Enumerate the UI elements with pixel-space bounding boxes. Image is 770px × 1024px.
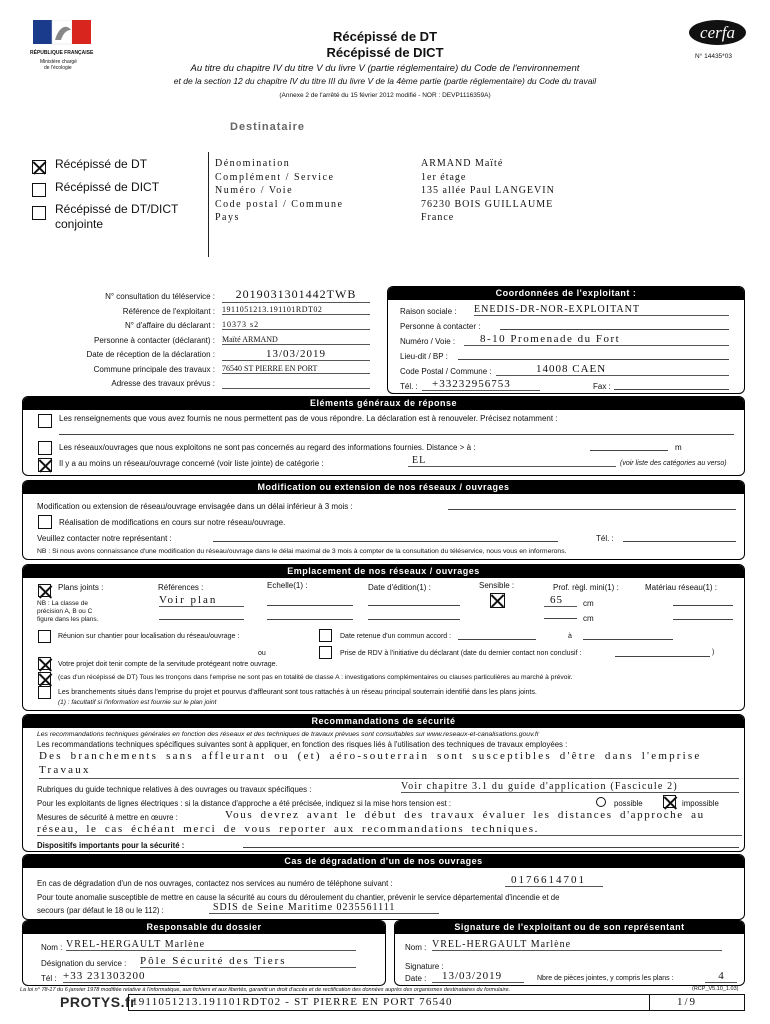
securite-lignes-label: Pour les exploitants de lignes électriques : si la distance d'approche a été précisée, indiquez si la mise hors tension est : (37, 799, 452, 808)
emplacement-a-label: à (568, 633, 572, 640)
exploitant-labels-2-label: Numéro / Voie : (400, 337, 456, 346)
commune-travaux[interactable]: 76540 ST PIERRE EN PORT (222, 364, 370, 374)
checkbox-recepisse-conjointe[interactable] (32, 206, 46, 220)
numero-voie-exploitant[interactable]: 8-10 Promenade du Fort (464, 333, 729, 346)
precision-note (37, 600, 98, 624)
field-pays: Pays (215, 212, 240, 223)
signature-section (394, 920, 745, 986)
responsable-tel[interactable]: +33 231303200 (63, 970, 180, 983)
emplacement-facultatif-label: (1) : facultatif si l'information est fournie sur le plan joint (58, 699, 217, 706)
securite-title: Recommandations de sécurité (23, 715, 744, 728)
cerfa-logo: cerfa (689, 20, 746, 45)
checkbox-plans-joints[interactable] (38, 584, 51, 597)
securite-dispositifs-label: Dispositifs importants pour la sécurité : (37, 841, 185, 850)
date-reception[interactable]: 13/03/2019 (222, 348, 370, 361)
degradation-phone[interactable]: 0176614701 (505, 874, 603, 887)
personne-contact-declarant[interactable]: Maïté ARMAND (222, 335, 370, 345)
elements-section (22, 396, 745, 476)
exploitant-labels-1-label: Personne à contacter : (400, 322, 481, 331)
emplacement-section: Emplacement de nos réseaux / ouvrages Plans joints : Références : Echelle(1) : Date d'édition(1) : Sensible : Prof. règl. mini(1) : Matériau réseau(1) : NB : La classe de précision A, B ou C figure dans les plans. Voir plan 65 cm cm Réunion sur chantier pour localisation du réseau/ouvrage : Date retenue d'un commun accord : à ou Prise de RDV à l'initiative du déclarant (date du dernier contact non conclusif : ) Votre projet doit tenir compte de la servitude protégeant notre ouvrage. (cas d'un récépissé de DT) Tous les tronçons dans l'emprise ne sont pas en totalité de classe A : investigations complémentaires ou clauses particulières au marché à prévoir. Les branchements situés dans l'emprise du projet et pourvus d'affleurant sont tous rattachés à un réseau principal souterrain identifié dans les plans joints. (1) : facultatif si l'information est fournie sur le plan joint (22, 564, 745, 711)
option-recepisse-dict: Récépissé de DICT (55, 180, 160, 194)
field-code-postal: Code postal / Commune (215, 198, 344, 210)
consultation-labels (20, 290, 215, 392)
distance-field[interactable] (590, 442, 668, 451)
consultation-labels-1-label: Référence de l'exploitant : (122, 306, 215, 316)
emplacement-cols-3-label: Sensible : (479, 581, 515, 590)
value-denomination: ARMAND Maïté (421, 158, 504, 169)
dispositifs-field[interactable] (243, 840, 739, 848)
modification-title: Modification ou extension de nos réseaux / ouvrages (23, 481, 744, 494)
blank-field-line[interactable] (368, 598, 460, 606)
emplacement-title: Emplacement de nos réseaux / ouvrages (23, 565, 744, 578)
exploitant-labels-6-label: Fax : (593, 382, 611, 391)
title-dict: Récépissé de DICT (326, 45, 444, 60)
representant-tel-field[interactable] (623, 533, 736, 542)
elements-line2-unit-label: m (675, 443, 682, 452)
emplacement-prise-rdv-label: Prise de RDV à l'initiative du déclarant (date du dernier contact non conclusif : (340, 650, 582, 657)
modification-section (22, 480, 745, 560)
emplacement-cas-dt-label: (cas d'un récépissé de DT) Tous les tronçons dans l'emprise ne sont pas en totalité de classe A : investigations complémentaires ou clauses particulières au marché à prévoir. (58, 674, 573, 681)
field-numero-voie: Numéro / Voie (215, 185, 294, 196)
securite-mesures-label: Mesures de sécurité à mettre en œuvre : (37, 813, 178, 822)
degradation-line3-label: secours (par défaut le 18 ou le 112) : (37, 906, 164, 915)
ministry-line-1: Ministère chargé (40, 59, 77, 65)
subtitle-2: et de la section 12 du chapitre IV du titre III du livre V de la 4ème partie (partie réglementaire) du Code du travail (173, 76, 597, 86)
adresse-travaux[interactable] (222, 378, 370, 389)
emplacement-unit-label: cm (583, 614, 594, 623)
modification-line3-label: Veuillez contacter notre représentant : (37, 534, 172, 543)
destinataire-field-labels (215, 157, 343, 225)
modification-delai-field[interactable] (448, 501, 736, 510)
signature-nom[interactable]: VREL-HERGAULT Marlène (432, 939, 722, 951)
emplacement-nb-2-label: figure dans les plans. (37, 616, 99, 623)
emplacement-nb-1-label: précision A, B ou C (37, 608, 93, 615)
blank-field-line[interactable] (458, 632, 536, 640)
checkbox-sensible[interactable] (490, 593, 505, 608)
checkbox-recepisse-dt[interactable] (32, 160, 46, 174)
blank-field-line[interactable] (368, 612, 460, 620)
elements-line2-label: Les réseaux/ouvrages que nous exploitons ne sont pas concernés au regard des informations fournies. Distance > à : (59, 443, 476, 452)
modification-tel-label: Tél. : (596, 534, 614, 543)
checkbox-modifications-en-cours[interactable] (38, 515, 52, 529)
personne-contact-exploitant[interactable] (500, 320, 729, 330)
modification-line2-label: Réalisation de modifications en cours sur notre réseau/ouvrage. (59, 518, 286, 527)
destinataire-divider (208, 152, 209, 257)
cerfa-number: N° 14435*03 (695, 53, 732, 60)
value-complement: 1er étage (421, 171, 467, 183)
emplacement-plans-label-label: Plans joints : (58, 583, 104, 592)
exploitant-labels-5-label: Tél. : (400, 382, 418, 391)
signature-pieces[interactable]: 4 (705, 970, 737, 983)
responsable-tel-label-label: Tél : (41, 974, 57, 983)
elements-line3-label: Il y a au moins un réseau/ouvrage concerné (voir liste jointe) de catégorie : (59, 459, 324, 468)
signature-nom-label-label: Nom : (405, 943, 427, 952)
checkbox-non-concernes[interactable] (38, 441, 52, 455)
blank-field-line[interactable] (615, 649, 710, 657)
checkbox-servitude[interactable] (38, 657, 51, 670)
value-numero-voie: 135 allée Paul LANGEVIN (421, 185, 555, 196)
checkbox-recepisse-dict[interactable] (32, 183, 46, 197)
checkbox-prise-rdv[interactable] (319, 646, 332, 659)
responsable-nom[interactable]: VREL-HERGAULT Marlène (66, 939, 356, 951)
option-recepisse-dt: Récépissé de DT (55, 157, 148, 171)
destinataire-title: Destinataire (230, 121, 305, 133)
emplacement-nb-0-label: NB : La classe de (37, 600, 88, 607)
responsable-nom-label-label: Nom : (41, 943, 63, 952)
elements-line3-note-label: (voir liste des catégories au verso) (620, 460, 727, 467)
emplacement-date-retenue-label: Date retenue d'un commun accord : (340, 633, 452, 640)
emplacement-cols-2-label: Date d'édition(1) : (368, 583, 431, 592)
consultation-labels-0-label: N° consultation du téléservice : (105, 292, 215, 301)
blank-field-line[interactable] (673, 598, 733, 606)
references-plan[interactable]: Voir plan (159, 594, 244, 607)
footer-ref: 1911051213.191101RDT02 - ST PIERRE EN PORT 76540 (132, 996, 453, 1008)
responsable-service[interactable]: Pôle Sécurité des Tiers (140, 955, 356, 968)
exploitant-title: Coordonnées de l'exploitant : (388, 287, 744, 300)
reference-exploitant[interactable]: 1911051213.191101RDT02 (222, 305, 370, 315)
numero-affaire[interactable]: 10373 s2 (222, 320, 370, 330)
signature-pieces-label-label: Nbre de pièces jointes, y compris les plans : (537, 975, 674, 982)
option-recepisse-conjointe: Récépissé de DT/DICT conjointe (55, 202, 179, 231)
emplacement-cols-5-label: Matériau réseau(1) : (645, 583, 718, 592)
responsable-service-label-label: Désignation du service : (41, 959, 127, 968)
signature-sig-label-label: Signature : (405, 962, 444, 971)
blank-field-line[interactable] (544, 611, 577, 619)
representant-field[interactable] (213, 533, 558, 542)
radio-possible[interactable] (596, 797, 606, 807)
signature-date-label-label: Date : (405, 974, 427, 983)
emplacement-servitude-label: Votre projet doit tenir compte de la servitude protégeant notre ouvrage. (58, 661, 278, 668)
checkbox-reseau-concerne[interactable] (38, 458, 52, 472)
signature-date[interactable]: 13/03/2019 (432, 970, 524, 983)
checkbox-cas-dt[interactable] (38, 672, 51, 685)
responsable-section (22, 920, 386, 986)
title-dt: Récépissé de DT (332, 29, 438, 44)
elements-line1-label: Les renseignements que vous avez fournis ne nous permettent pas de vous répondre. La déclaration est à renouveler. Précisez notamment : (59, 414, 558, 423)
fax-exploitant[interactable] (614, 380, 729, 390)
responsable-title: Responsable du dossier (23, 921, 385, 934)
lieu-dit-exploitant[interactable] (458, 350, 729, 360)
checkbox-date-retenue[interactable] (319, 629, 332, 642)
value-pays: France (421, 212, 455, 223)
blank-field-line[interactable] (59, 427, 734, 435)
radio-impossible[interactable] (663, 795, 676, 808)
categorie-reseau[interactable]: EL (408, 455, 616, 467)
blank-field-line[interactable] (267, 612, 353, 620)
exploitant-labels-0-label: Raison sociale : (400, 307, 457, 316)
blank-field-line[interactable] (673, 612, 733, 620)
emplacement-ou-label: ou (258, 650, 266, 657)
mesures-securite[interactable]: Vous devrez avant le début des travaux évaluer les distances d'approche au réseau, le cas échéant merci de vous reporter aux recommandations techniques. (37, 808, 742, 836)
exploitant-section (387, 286, 745, 394)
blank-field-line[interactable] (267, 598, 353, 606)
destinataire-field-values (421, 157, 555, 225)
sdis-contact[interactable]: SDIS de Seine Maritime 0235561111 (209, 902, 439, 914)
consultation-labels-5-label: Commune principale des travaux : (93, 364, 215, 374)
protys-logo: PROTYS.fr (60, 994, 137, 1010)
footer-law: La loi n° 78-17 du 6 janvier 1978 modifiée relative à l'informatique, aux fichiers et aux libertés, garantit un droit d'accès et de rectification des données auprès des organismes destinataires du formulaire. (20, 987, 511, 993)
signature-title: Signature de l'exploitant ou de son représentant (395, 921, 744, 934)
modification-note-label: NB : Si nous avons connaissance d'une modification du réseau/ouvrage dans le délai maximal de 3 mois à compter de la consultation du téléservice, nous vous en informerons. (37, 548, 567, 555)
securite-possible-label: possible (614, 799, 643, 808)
subtitle-1: Au titre du chapitre IV du titre V du livre V (partie réglementaire) du Code de l'environnement (190, 63, 580, 74)
value-code-postal: 76230 BOIS GUILLAUME (421, 198, 554, 210)
consultation-labels-2-label: N° d'affaire du déclarant : (125, 321, 215, 330)
rubriques-value[interactable]: Voir chapitre 3.1 du guide d'application (Fascicule 2) (401, 781, 739, 793)
securite-impossible-label: impossible (682, 799, 719, 808)
consultation-labels-4-label: Date de réception de la déclaration : (86, 350, 215, 359)
securite-line1-label: Les recommandations techniques générales en fonction des réseaux et des techniques de travaux prévues sont consultables sur www.reseaux-et-canalisations.gouv.fr (37, 731, 539, 738)
prof-min-value[interactable]: 65 (544, 594, 577, 607)
footer-code: (RCP_V5.10_1.03) (692, 986, 739, 992)
annex-note: (Annexe 2 de l'arrêté du 15 février 2012 modifié - NOR : DEVP1116359A) (279, 92, 491, 99)
securite-line2-label: Les recommandations techniques spécifiques suivantes sont à appliquer, en fonction des risques liés à l'utilisation des techniques de travaux employées : (37, 740, 568, 749)
emplacement-cols-4-label: Prof. règl. mini(1) : (553, 583, 619, 592)
checkbox-branchements[interactable] (38, 686, 51, 699)
consultation-labels-3-label: Personne à contacter (déclarant) : (94, 335, 215, 345)
footer-ref-box (128, 994, 745, 1011)
code-postal-exploitant[interactable]: 14008 CAEN (496, 363, 729, 376)
degradation-section (22, 854, 745, 920)
republic-label: RÉPUBLIQUE FRANÇAISE (30, 50, 94, 56)
degradation-line1-label: En cas de dégradation d'un de nos ouvrages, contactez nos services au numéro de téléphone suivant : (37, 879, 393, 888)
degradation-title: Cas de dégradation d'un de nos ouvrages (23, 855, 744, 868)
emplacement-cols-1-label: Echelle(1) : (267, 581, 308, 590)
field-denomination: Dénomination (215, 158, 291, 169)
page-number: 1/9 (677, 996, 698, 1008)
elements-title: Eléments généraux de réponse (23, 397, 744, 410)
raison-sociale[interactable]: ENEDIS-DR-NOR-EXPLOITANT (474, 304, 729, 316)
consultation-number[interactable]: 2019031301442TWB (222, 287, 370, 303)
tel-exploitant[interactable]: +33232956753 (422, 378, 540, 391)
degradation-line2-label: Pour toute anomalie susceptible de mettre en cause la sécurité au cours du déroulement du chantier, prévenir le service départemental d'incendie et de (37, 893, 560, 902)
ministry-line-2: de l'écologie (44, 65, 72, 71)
consultation-labels-6-label: Adresse des travaux prévus : (111, 379, 215, 388)
emplacement-branchements-label: Les branchements situés dans l'emprise du projet et pourvus d'affleurant sont tous rattachés à un réseau principal souterrain identifié dans les plans joints. (58, 689, 537, 696)
emplacement-reunion-label: Réunion sur chantier pour localisation du réseau/ouvrage : (58, 633, 240, 640)
modification-line1-label: Modification ou extension de réseau/ouvrage envisagée dans un délai inférieur à 3 mois : (37, 502, 353, 511)
exploitant-labels-4-label: Code Postal / Commune : (400, 367, 492, 376)
exploitant-labels-3-label: Lieu-dit / BP : (400, 352, 448, 361)
checkbox-reunion-chantier[interactable] (38, 630, 51, 643)
checkbox-renseignements[interactable] (38, 414, 52, 428)
blank-field-line[interactable] (159, 612, 244, 620)
emplacement-unit-label: cm (583, 599, 594, 608)
field-complement: Complément / Service (215, 171, 335, 183)
securite-section (22, 714, 745, 852)
recommandations-specifiques[interactable]: Des branchements sans affleurant ou (et) aéro-souterrain sont susceptibles d'être dans l'emprise Travaux (39, 749, 739, 779)
blank-field-line[interactable] (583, 632, 673, 640)
emplacement-cols-0-label: Références : (158, 583, 204, 592)
securite-rubriques-label: Rubriques du guide technique relatives à des ouvrages ou travaux spécifiques : (37, 785, 312, 794)
